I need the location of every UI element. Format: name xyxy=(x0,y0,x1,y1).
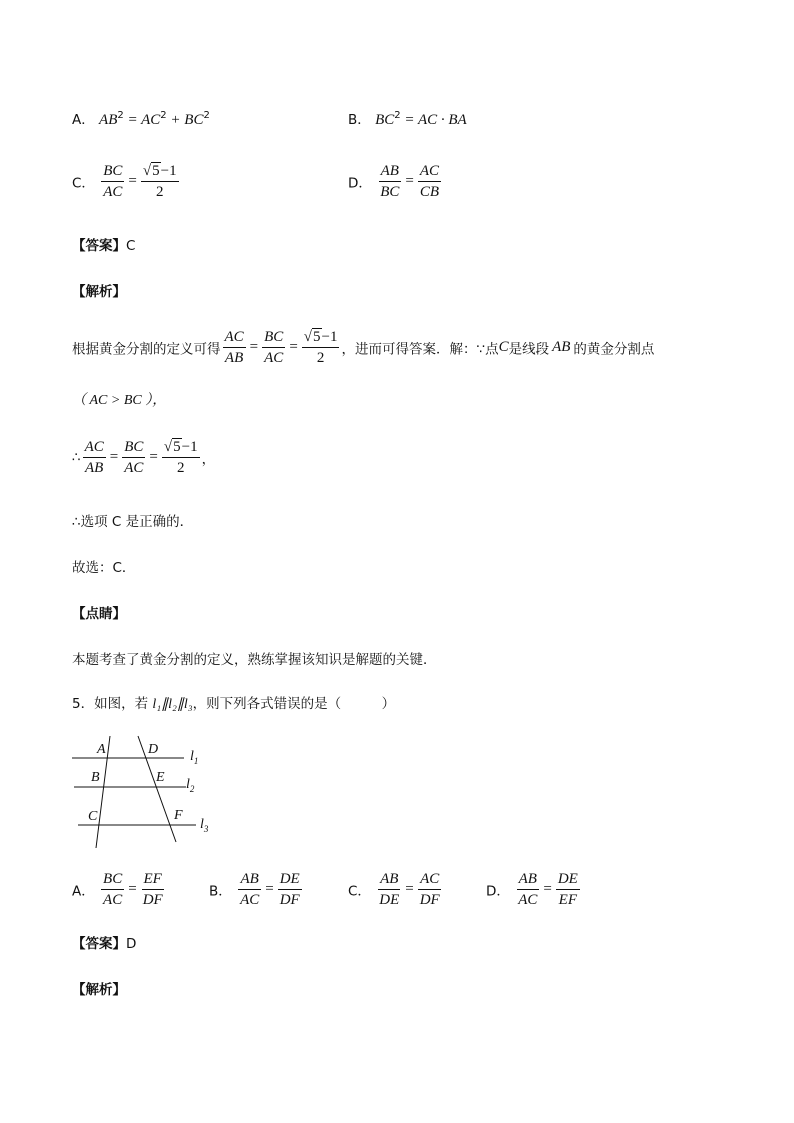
denominator: BC xyxy=(380,184,400,200)
numerator: BC xyxy=(262,328,285,348)
line-label-l2: $l_2$ xyxy=(186,777,195,794)
option-label: D． xyxy=(486,883,510,900)
numerator: AC xyxy=(418,162,441,182)
equals-sign: = xyxy=(128,881,137,897)
denominator: 2 xyxy=(316,350,325,366)
equals-sign: = xyxy=(109,449,119,465)
point-label-c: C xyxy=(88,809,98,824)
text: 本题考查了黄金分割的定义，熟练掌握该知识是解题的关键． xyxy=(72,652,437,668)
equals-sign: = xyxy=(543,881,552,897)
line-label-l1: $l_1$ xyxy=(190,749,199,766)
fraction xyxy=(302,328,340,367)
numerator: AB xyxy=(378,870,400,890)
numerator: √5−1 xyxy=(141,162,179,182)
denominator: AC xyxy=(518,892,538,908)
equals-sign: = xyxy=(149,449,158,465)
text: 是线段 xyxy=(508,341,550,358)
denominator: DF xyxy=(419,892,440,908)
analysis-paragraph xyxy=(72,328,654,367)
text: ∴选项 C 是正确的． xyxy=(72,514,194,530)
choose-line xyxy=(72,556,135,576)
point-label-e: E xyxy=(156,770,165,785)
line-label-l3: $l_3$ xyxy=(200,817,209,834)
comment-heading xyxy=(72,602,126,622)
denominator: AC xyxy=(240,892,260,908)
analysis-tag: 【解析】 xyxy=(72,982,126,998)
analysis-condition xyxy=(72,389,166,409)
option-a xyxy=(72,108,210,129)
answer-value: D xyxy=(126,936,137,952)
analysis-heading xyxy=(72,280,126,300)
option-label: A． xyxy=(72,883,95,900)
equals-sign: = xyxy=(405,173,414,189)
option-c xyxy=(72,162,181,201)
numerator: BC xyxy=(101,162,124,182)
equals-sign: = xyxy=(405,881,414,897)
numerator: √5−1 xyxy=(162,438,200,458)
numerator: EF xyxy=(142,870,164,890)
option-b xyxy=(348,108,467,129)
numerator: DE xyxy=(278,870,302,890)
q5-analysis-heading xyxy=(72,978,126,998)
denominator: EF xyxy=(558,892,577,908)
numerator: AB xyxy=(379,162,401,182)
math-text: BC xyxy=(375,112,395,128)
analysis-tag: 【解析】 xyxy=(72,284,126,300)
math-text: −1 xyxy=(181,439,198,455)
comment-tag: 【点睛】 xyxy=(72,606,126,622)
equals-sign: = xyxy=(289,339,298,355)
math-text: = AC · BA xyxy=(400,112,467,128)
option-label: B． xyxy=(348,112,371,128)
fraction xyxy=(378,162,401,201)
point-label-f: F xyxy=(174,808,183,823)
math-text: AB xyxy=(99,112,118,128)
point-label-b: B xyxy=(91,770,100,785)
denominator: DF xyxy=(142,892,163,908)
denominator: 2 xyxy=(155,184,164,200)
equals-sign: = xyxy=(128,173,137,189)
denominator: AC xyxy=(264,350,284,366)
numerator: BC xyxy=(122,438,145,458)
numerator: AB xyxy=(238,870,260,890)
denominator: DF xyxy=(279,892,300,908)
numerator: √5−1 xyxy=(302,328,340,348)
text: （ AC > BC ）， xyxy=(72,393,167,408)
answer-line xyxy=(72,234,135,254)
option-label: A． xyxy=(72,112,95,128)
fraction xyxy=(101,870,124,909)
point-label-d: D xyxy=(148,742,159,757)
fraction xyxy=(122,438,145,477)
text: 的黄金分割点 xyxy=(573,341,655,358)
point-label-a: A xyxy=(97,742,106,757)
fraction xyxy=(83,438,106,477)
fraction xyxy=(141,870,165,909)
denominator: DE xyxy=(379,892,400,908)
denominator: AC xyxy=(124,460,144,476)
fraction xyxy=(278,870,302,909)
denominator: AB xyxy=(224,350,244,366)
fraction xyxy=(377,870,401,909)
math-text: l₁∥l₂∥l₃ xyxy=(152,697,193,712)
q5-option-c xyxy=(348,870,444,909)
option-label: B． xyxy=(209,883,232,900)
denominator: CB xyxy=(419,184,440,200)
fraction xyxy=(223,328,246,367)
fraction xyxy=(556,870,580,909)
fraction xyxy=(418,870,442,909)
text: ，进而可得答案．解：∵点 xyxy=(341,341,499,358)
exponent: 2 xyxy=(203,110,210,121)
parallel-lines-figure xyxy=(66,730,226,855)
denominator: AB xyxy=(85,460,104,476)
q5-option-a xyxy=(72,870,167,909)
denominator: AC xyxy=(103,184,123,200)
option-d xyxy=(348,162,443,201)
numerator: AC xyxy=(223,328,246,348)
equals-sign: = xyxy=(249,339,259,355)
option-label: C． xyxy=(348,883,371,900)
text: 5．如图，若 xyxy=(72,696,153,712)
comment-line xyxy=(72,648,437,668)
exponent: 2 xyxy=(117,110,124,121)
fraction xyxy=(418,162,441,201)
math-text: AB xyxy=(552,339,571,355)
numerator: AB xyxy=(517,870,539,890)
fraction xyxy=(262,328,285,367)
fraction xyxy=(238,870,261,909)
math-text: −1 xyxy=(321,329,338,345)
therefore-symbol: ∴ xyxy=(72,449,81,466)
numerator: AC xyxy=(83,438,106,458)
answer-tag: 【答案】 xyxy=(72,936,126,952)
numerator: AC xyxy=(418,870,441,890)
q5-answer-line xyxy=(72,932,136,952)
fraction xyxy=(141,162,179,201)
option-label: C． xyxy=(72,175,95,192)
radicand: 5 xyxy=(313,329,321,345)
option-label: D． xyxy=(348,175,372,192)
q5-option-d xyxy=(486,870,582,909)
equals-sign: = xyxy=(265,881,274,897)
exponent: 2 xyxy=(394,110,401,121)
numerator: BC xyxy=(101,870,124,890)
text: 故选：C． xyxy=(72,560,136,576)
text: ，则下列各式错误的是（ ） xyxy=(192,696,396,712)
math-text: = AC xyxy=(123,112,161,128)
fraction xyxy=(516,870,539,909)
math-text: C xyxy=(498,339,509,355)
radicand: 5 xyxy=(152,163,160,179)
math-text: −1 xyxy=(160,163,177,179)
denominator: AC xyxy=(103,892,123,908)
answer-value: C xyxy=(126,238,136,254)
q5-option-b xyxy=(209,870,304,909)
math-text: + BC xyxy=(166,112,204,128)
question-5-stem xyxy=(72,692,395,713)
text: 根据黄金分割的定义可得 xyxy=(72,341,221,358)
conclusion-line xyxy=(72,510,193,530)
exponent: 2 xyxy=(160,110,167,121)
therefore-equation xyxy=(72,438,215,477)
denominator: 2 xyxy=(176,460,185,476)
fraction xyxy=(162,438,200,477)
text: ， xyxy=(201,451,216,468)
answer-tag: 【答案】 xyxy=(72,238,126,254)
radicand: 5 xyxy=(173,439,181,455)
fraction xyxy=(101,162,124,201)
numerator: DE xyxy=(556,870,580,890)
